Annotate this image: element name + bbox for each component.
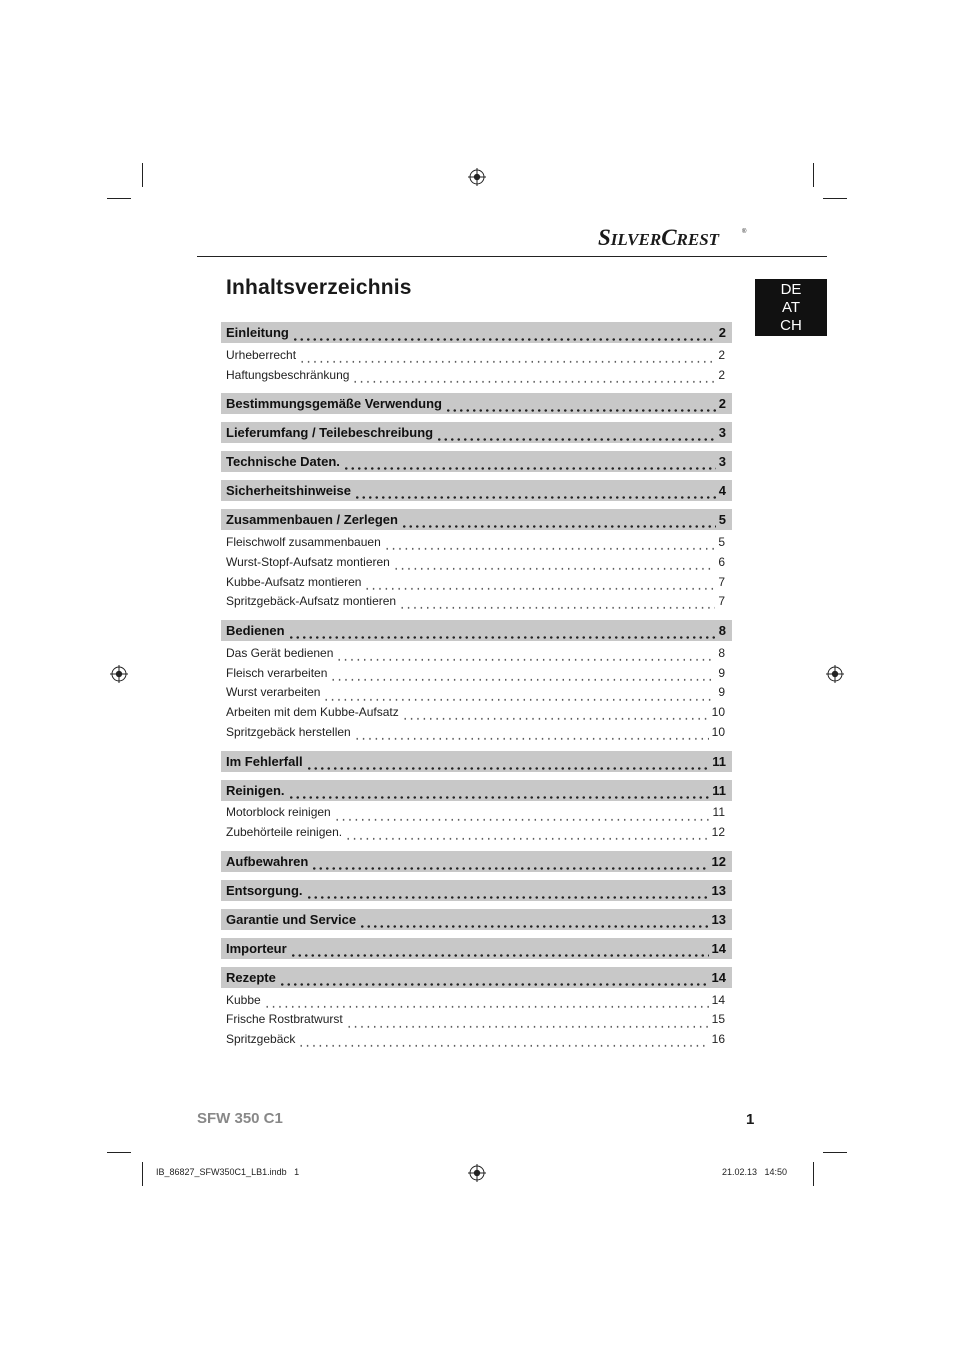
toc-section-heading[interactable] xyxy=(221,938,732,959)
toc-section-heading[interactable] xyxy=(221,909,732,930)
toc-section-page: 13 xyxy=(711,882,726,898)
toc-subentry-page: 10 xyxy=(711,705,725,720)
toc-subentry-title: Haftungsbeschränkung xyxy=(226,367,350,382)
toc-section-page: 5 xyxy=(718,512,726,528)
toc-subentry[interactable] xyxy=(221,365,732,385)
toc-subentry-page: 10 xyxy=(711,724,725,739)
toc-section-heading[interactable] xyxy=(221,322,732,343)
header-rule xyxy=(197,256,827,257)
toc-subentries xyxy=(221,343,732,385)
toc-subentries xyxy=(221,988,732,1050)
toc-subentry-page: 15 xyxy=(711,1012,725,1027)
language-at: AT xyxy=(781,298,801,316)
dot-leader xyxy=(323,683,715,703)
dot-leader xyxy=(402,702,709,722)
dot-leader xyxy=(346,1010,709,1030)
toc-subentry-page: 2 xyxy=(718,347,725,362)
toc-subentry-title: Wurst-Stopf-Aufsatz montieren xyxy=(226,554,390,569)
table-of-contents xyxy=(221,322,732,1058)
print-file-info: IB_86827_SFW350C1_LB1.indb 1 xyxy=(156,1167,300,1177)
toc-section-page: 11 xyxy=(712,782,726,798)
toc-subentry-page: 7 xyxy=(718,594,725,609)
page-number: 1 xyxy=(746,1111,755,1128)
toc-section-title: Bedienen xyxy=(226,623,285,639)
toc-subentry-page: 2 xyxy=(718,367,725,382)
language-ch: CH xyxy=(780,316,802,334)
toc-section xyxy=(221,620,732,742)
toc-section-heading[interactable] xyxy=(221,393,732,414)
toc-subentry-title: Das Gerät bedienen xyxy=(226,645,334,660)
toc-subentry-page: 11 xyxy=(712,805,725,820)
dot-leader xyxy=(306,751,710,772)
toc-subentry-title: Kubbe xyxy=(226,992,261,1007)
toc-subentry[interactable] xyxy=(221,822,732,842)
crop-mark xyxy=(142,1162,143,1186)
toc-subentry-page: 16 xyxy=(711,1032,725,1047)
toc-section xyxy=(221,880,732,901)
toc-subentry-title: Fleisch verarbeiten xyxy=(226,665,328,680)
dot-leader xyxy=(354,480,716,501)
toc-section-page: 11 xyxy=(712,753,726,769)
toc-section-title: Rezepte xyxy=(226,969,276,985)
dot-leader xyxy=(345,822,709,842)
toc-section-title: Reinigen. xyxy=(226,782,285,798)
dot-leader xyxy=(279,967,709,988)
toc-section xyxy=(221,909,732,930)
toc-subentry[interactable] xyxy=(221,702,732,722)
toc-section-heading[interactable] xyxy=(221,620,732,641)
dot-leader xyxy=(264,990,709,1010)
crop-mark xyxy=(813,1162,814,1186)
crop-mark xyxy=(823,1152,847,1153)
toc-subentry[interactable] xyxy=(221,532,732,552)
dot-leader xyxy=(334,803,710,823)
toc-subentry-title: Spritzgebäck-Aufsatz montieren xyxy=(226,594,397,609)
dot-leader xyxy=(311,851,708,872)
toc-section xyxy=(221,322,732,385)
toc-section-title: Lieferumfang / Teilebeschreibung xyxy=(226,425,434,441)
toc-section-page: 14 xyxy=(711,940,726,956)
toc-section xyxy=(221,480,732,501)
toc-subentries xyxy=(221,801,732,843)
dot-leader xyxy=(352,365,715,385)
dot-leader xyxy=(384,532,716,552)
toc-subentry-page: 6 xyxy=(718,554,725,569)
crop-mark xyxy=(142,163,143,187)
toc-section-page: 2 xyxy=(718,396,726,412)
dot-leader xyxy=(401,509,716,530)
dot-leader xyxy=(445,393,716,414)
toc-subentry-title: Urheberrecht xyxy=(226,347,297,362)
toc-section xyxy=(221,422,732,443)
toc-section-heading[interactable] xyxy=(221,422,732,443)
toc-section-heading[interactable] xyxy=(221,480,732,501)
toc-subentry-title: Frische Rostbratwurst xyxy=(226,1012,343,1027)
toc-section-page: 13 xyxy=(711,911,726,927)
toc-subentry[interactable] xyxy=(221,1010,732,1030)
toc-subentry-page: 5 xyxy=(718,535,725,550)
toc-subentry-title: Spritzgebäck xyxy=(226,1032,296,1047)
toc-subentry-title: Fleischwolf zusammenbauen xyxy=(226,535,381,550)
registration-mark-icon xyxy=(468,1164,486,1182)
crop-mark xyxy=(107,198,131,199)
language-badge xyxy=(755,279,827,336)
toc-section xyxy=(221,393,732,414)
dot-leader xyxy=(330,663,715,683)
toc-section-title: Zusammenbauen / Zerlegen xyxy=(226,512,398,528)
toc-section-heading[interactable] xyxy=(221,851,732,872)
toc-subentry-page: 9 xyxy=(718,665,725,680)
toc-subentry-title: Arbeiten mit dem Kubbe-Aufsatz xyxy=(226,705,399,720)
toc-section-page: 4 xyxy=(718,483,726,499)
toc-section xyxy=(221,451,732,472)
toc-subentry-title: Motorblock reinigen xyxy=(226,805,331,820)
toc-section-page: 14 xyxy=(711,969,726,985)
toc-subentry-title: Kubbe-Aufsatz montieren xyxy=(226,574,362,589)
dot-leader xyxy=(290,938,709,959)
toc-subentry[interactable] xyxy=(221,803,732,823)
toc-subentry-title: Zubehörteile reinigen. xyxy=(226,825,343,840)
dot-leader xyxy=(299,345,715,365)
toc-section-heading[interactable] xyxy=(221,967,732,988)
toc-section-page: 3 xyxy=(718,425,726,441)
dot-leader xyxy=(364,572,715,592)
silvercrest-logo xyxy=(598,220,748,252)
toc-subentries xyxy=(221,641,732,742)
toc-subentry-page: 9 xyxy=(718,685,725,700)
svg-text:SILVERCREST: SILVERCREST xyxy=(598,225,720,250)
toc-subentry-page: 8 xyxy=(718,645,725,660)
toc-subentry[interactable] xyxy=(221,990,732,1010)
dot-leader xyxy=(343,451,716,472)
toc-subentry[interactable] xyxy=(221,572,732,592)
toc-section-title: Einleitung xyxy=(226,325,289,340)
dot-leader xyxy=(354,722,709,742)
toc-section xyxy=(221,967,732,1050)
toc-section-title: Entsorgung. xyxy=(226,882,303,898)
toc-section-title: Sicherheitshinweise xyxy=(226,483,351,499)
registration-mark-icon xyxy=(826,665,844,683)
model-number: SFW 350 C1 xyxy=(197,1110,283,1127)
crop-mark xyxy=(823,198,847,199)
toc-section-title: Aufbewahren xyxy=(226,853,309,869)
toc-section-title: Garantie und Service xyxy=(226,911,357,927)
toc-section xyxy=(221,851,732,872)
toc-section-heading[interactable] xyxy=(221,451,732,472)
crop-mark xyxy=(813,163,814,187)
toc-subentry[interactable] xyxy=(221,345,732,365)
toc-section-heading[interactable] xyxy=(221,751,732,772)
registration-mark-icon xyxy=(110,665,128,683)
dot-leader xyxy=(298,1029,708,1049)
dot-leader xyxy=(393,552,715,572)
toc-section-title: Im Fehlerfall xyxy=(226,753,303,769)
toc-section-heading[interactable] xyxy=(221,509,732,530)
toc-section xyxy=(221,751,732,772)
svg-text:®: ® xyxy=(742,229,747,235)
dot-leader xyxy=(288,780,710,801)
dot-leader xyxy=(359,909,708,930)
dot-leader xyxy=(436,422,716,443)
dot-leader xyxy=(306,880,709,901)
toc-section-title: Bestimmungsgemäße Verwendung xyxy=(226,396,442,412)
toc-subentry[interactable] xyxy=(221,643,732,663)
toc-subentry[interactable] xyxy=(221,591,732,611)
toc-subentry-page: 14 xyxy=(711,992,725,1007)
dot-leader xyxy=(336,643,715,663)
toc-section-page: 3 xyxy=(718,454,726,470)
toc-subentry-page: 12 xyxy=(711,825,725,840)
toc-section-heading[interactable] xyxy=(221,780,732,801)
toc-section-title: Technische Daten. xyxy=(226,454,340,470)
toc-subentry-page: 7 xyxy=(718,574,725,589)
toc-section-page: 12 xyxy=(711,853,726,869)
toc-subentry[interactable] xyxy=(221,663,732,683)
toc-subentry[interactable] xyxy=(221,683,732,703)
toc-subentries xyxy=(221,530,732,612)
toc-subentry-title: Wurst verarbeiten xyxy=(226,685,321,700)
print-timestamp: 21.02.13 14:50 xyxy=(722,1167,788,1177)
page-title: Inhaltsverzeichnis xyxy=(226,276,412,299)
crop-mark xyxy=(107,1152,131,1153)
toc-subentry[interactable] xyxy=(221,1029,732,1049)
dot-leader xyxy=(288,620,716,641)
registration-mark-icon xyxy=(468,168,486,186)
toc-subentry[interactable] xyxy=(221,722,732,742)
toc-section-title: Importeur xyxy=(226,940,287,956)
toc-section xyxy=(221,938,732,959)
dot-leader xyxy=(399,591,715,611)
toc-subentry[interactable] xyxy=(221,552,732,572)
dot-leader xyxy=(292,322,716,343)
toc-section-page: 8 xyxy=(718,623,726,639)
toc-section-page: 2 xyxy=(718,325,726,340)
toc-section xyxy=(221,780,732,843)
toc-section xyxy=(221,509,732,612)
toc-subentry-title: Spritzgebäck herstellen xyxy=(226,724,351,739)
language-de: DE xyxy=(780,280,802,298)
toc-section-heading[interactable] xyxy=(221,880,732,901)
